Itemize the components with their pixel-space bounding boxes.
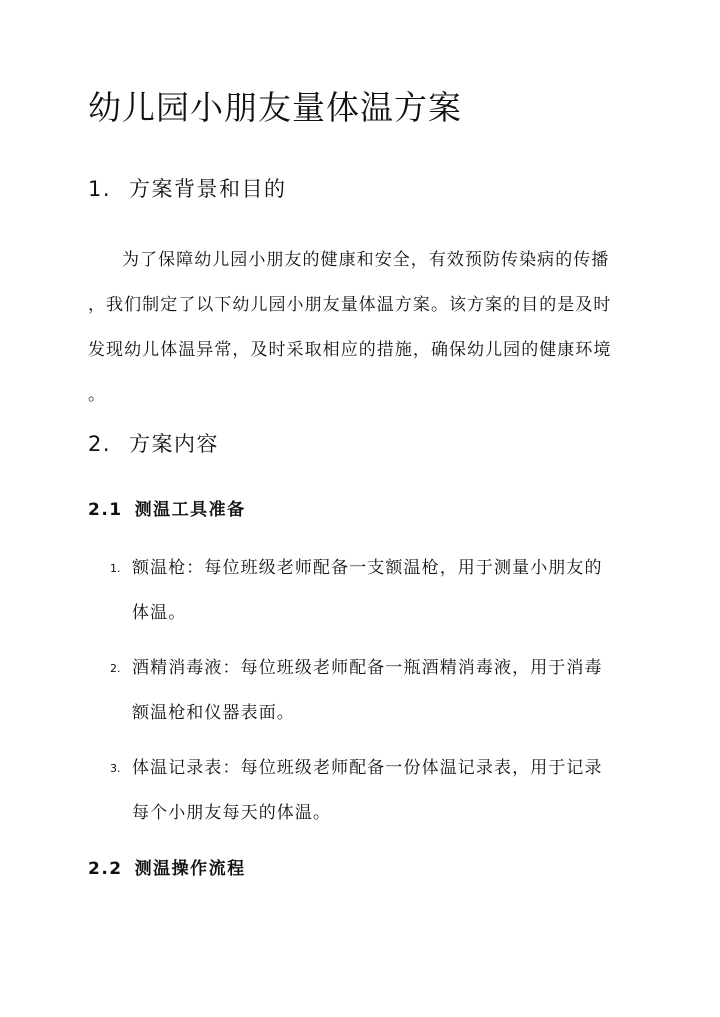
list-marker: 1. (110, 562, 121, 575)
section-heading-background (88, 174, 287, 204)
list-item (110, 546, 630, 636)
list-marker: 3. (110, 762, 121, 775)
list-item-text: 每个小朋友每天的体温。 (132, 803, 332, 823)
document-title: 幼儿园小朋友量体温方案 (88, 88, 462, 127)
paragraph-line: 发现幼儿体温异常，及时采取相应的措施，确保幼儿园的健康环境 (88, 340, 612, 360)
background-paragraph (88, 238, 636, 418)
section-title: 方案内容 (129, 432, 220, 456)
subsection-heading-tools (88, 498, 246, 522)
list-item (110, 646, 630, 736)
list-item-text: 体温。 (132, 603, 187, 623)
subsection-title: 测温操作流程 (134, 859, 246, 879)
list-item-text: 额温枪：每位班级老师配备一支额温枪，用于测量小朋友的 (132, 558, 603, 578)
section-number: 1. (88, 177, 112, 201)
subsection-number: 2.2 (88, 859, 123, 879)
subsection-heading-procedure (88, 857, 246, 881)
paragraph-line: 。 (88, 385, 107, 405)
subsection-title: 测温工具准备 (134, 500, 246, 520)
list-marker: 2. (110, 662, 121, 675)
list-item-text: 体温记录表：每位班级老师配备一份体温记录表，用于记录 (132, 758, 603, 778)
subsection-number: 2.1 (88, 500, 123, 520)
list-item-text: 额温枪和仪器表面。 (132, 703, 295, 723)
section-title: 方案背景和目的 (129, 177, 287, 201)
section-heading-content (88, 429, 219, 459)
list-item-text: 酒精消毒液：每位班级老师配备一瓶酒精消毒液，用于消毒 (132, 658, 603, 678)
list-item (110, 746, 630, 836)
section-number: 2. (88, 432, 112, 456)
paragraph-line: 为了保障幼儿园小朋友的健康和安全，有效预防传染病的传播 (122, 250, 610, 270)
paragraph-line: ，我们制定了以下幼儿园小朋友量体温方案。该方案的目的是及时 (88, 295, 612, 315)
